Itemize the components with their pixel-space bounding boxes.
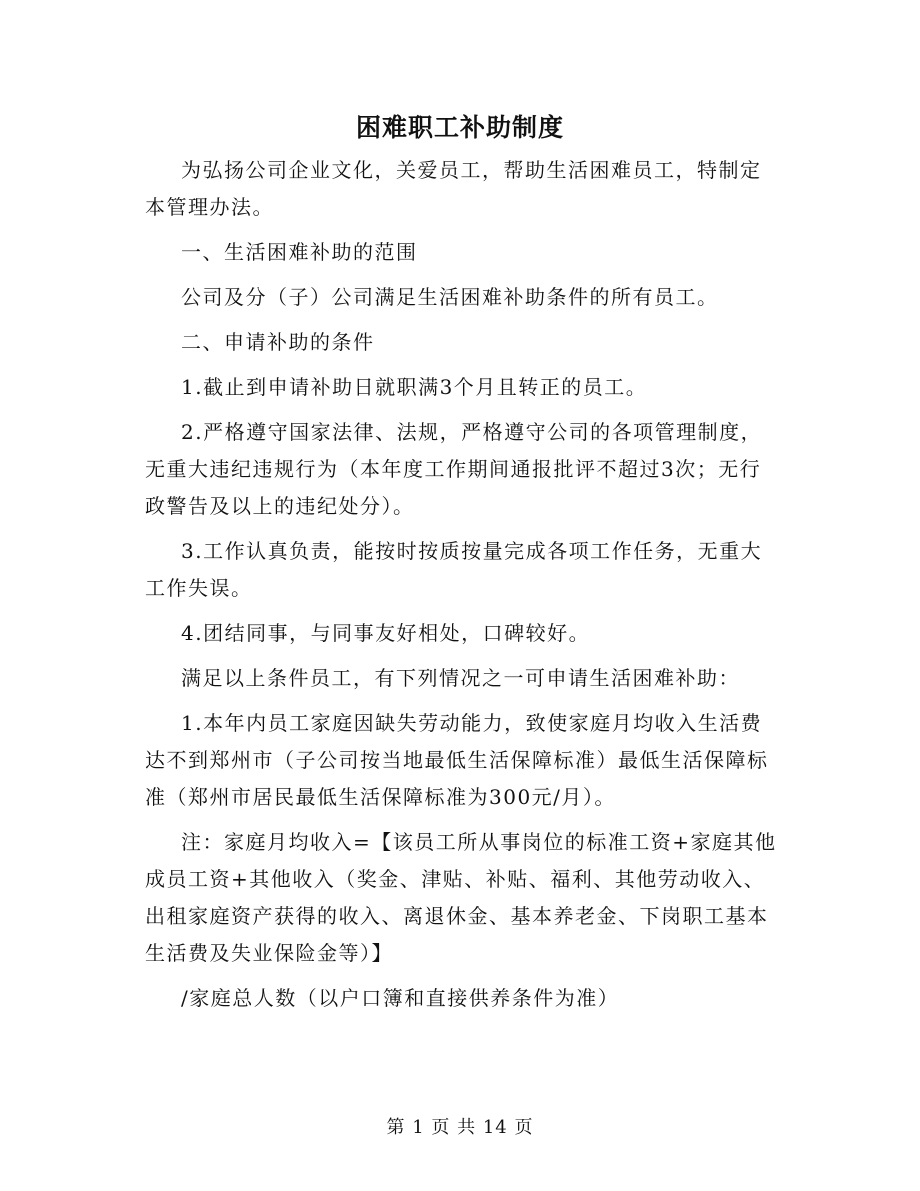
- paragraph-scope: 公司及分（子）公司满足生活困难补助条件的所有员工。: [181, 285, 719, 309]
- condition-item-2: 2.严格遵守国家法律、法规，严格遵守公司的各项管理制度，无重大违纪违规行为（本年度工作期间通报批评不超过3次；无行政警告及以上的违纪处分）。: [145, 420, 763, 518]
- paragraph-intro: 为弘扬公司企业文化，关爱员工，帮助生活困难员工，特制定本管理办法。: [145, 158, 762, 219]
- paragraph-eligibility: 满足以上条件员工，有下列情况之一可申请生活困难补助：: [181, 666, 740, 690]
- document-body: [145, 152, 780, 1025]
- page-footer: 第 1 页 共 14 页: [386, 1117, 534, 1138]
- condition-item-1: 1.截止到申请补助日就职满3个月且转正的员工。: [181, 375, 648, 399]
- document-title: 困难职工补助制度: [355, 113, 564, 142]
- section-heading-scope: 一、生活困难补助的范围: [181, 240, 418, 264]
- condition-item-4: 4.团结同事，与同事友好相处，口碑较好。: [181, 621, 591, 645]
- section-heading-conditions: 二、申请补助的条件: [181, 330, 375, 354]
- note-formula-denominator: /家庭总人数（以户口簿和直接供养条件为准）: [181, 986, 620, 1010]
- condition-item-3: 3.工作认真负责，能按时按质按量完成各项工作任务，无重大工作失误。: [145, 539, 763, 600]
- eligibility-item-1: 1.本年内员工家庭因缺失劳动能力，致使家庭月均收入生活费达不到郑州市（子公司按当地最低生活保障标准）最低生活保障标准（郑州市居民最低生活保障标准为300元/月）。: [145, 711, 769, 809]
- note-paragraph: 注：家庭月均收入=【该员工所从事岗位的标准工资+家庭其他成员工资+其他收入（奖金、津贴、补贴、福利、其他劳动收入、出租家庭资产获得的收入、离退休金、基本养老金、下岗职工基本生活费及失业保险金等）】: [145, 830, 777, 965]
